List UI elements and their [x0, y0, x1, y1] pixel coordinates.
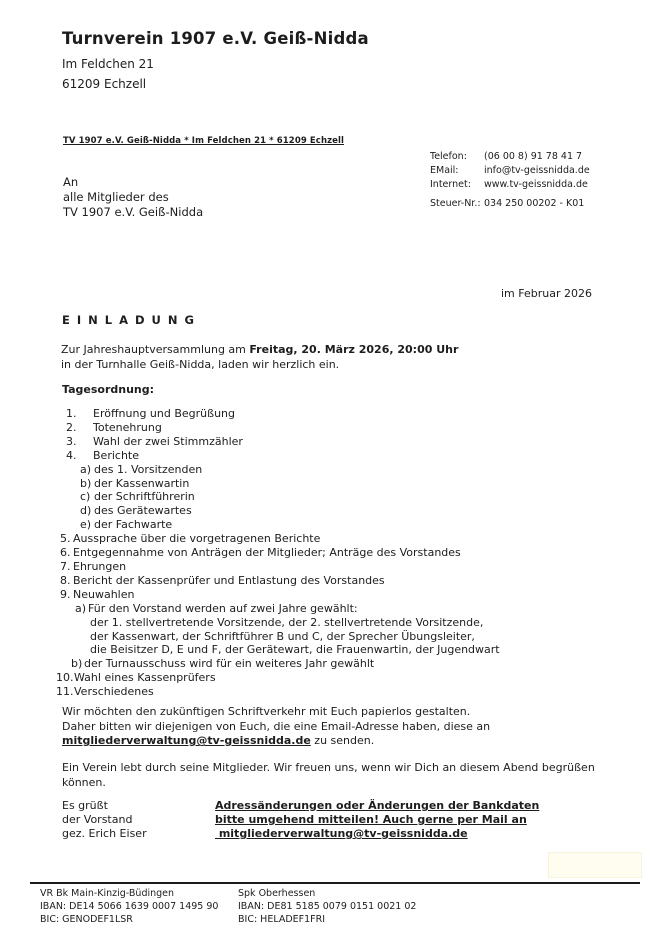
agenda-item [0, 546, 652, 560]
signature-block [62, 799, 147, 841]
signature-board: der Vorstand [62, 813, 133, 826]
internet-label: Internet: [430, 179, 471, 190]
contact-row-tax [430, 197, 590, 211]
agenda-item-text: Wahl eines Kassenprüfers [74, 671, 216, 685]
footer-divider [30, 882, 640, 884]
agenda-item [0, 560, 652, 574]
membership-email-link[interactable]: mitgliederverwaltung@tv-geissnidda.de [62, 734, 311, 748]
agenda-item-text: Aussprache über die vorgetragenen Berichte [73, 532, 321, 546]
club-name: Turnverein 1907 e.V. Geiß-Nidda [62, 29, 369, 48]
signature-name: gez. Erich Eiser [62, 827, 147, 840]
notice-line1: Adressänderungen oder Änderungen der Bankdaten [215, 799, 540, 812]
agenda-item-number: 10. [56, 671, 74, 685]
notice-email-link[interactable]: mitgliederverwaltung@tv-geissnidda.de [215, 827, 468, 840]
agenda-item-text: Entgegennahme von Anträgen der Mitglieder; Anträge des Vorstandes [73, 546, 461, 560]
agenda-item-number: 11. [56, 685, 74, 699]
agenda-item [0, 504, 652, 518]
agenda-item-text: des Gerätewartes [94, 504, 192, 518]
agenda-item-text: die Beisitzer D, E und F, der Gerätewart, die Frauenwartin, der Jugendwart [90, 643, 500, 657]
agenda-item-text: Ehrungen [73, 559, 127, 573]
club-city: 61209 Echzell [62, 76, 147, 91]
contact-row-phone [430, 150, 590, 164]
date-line: im Februar 2026 [501, 287, 592, 300]
contact-block [430, 150, 590, 211]
agenda-item-text: des 1. Vorsitzenden [94, 462, 203, 476]
agenda-item-number: 5. [60, 532, 71, 546]
email-label: EMail: [430, 165, 459, 176]
paperless-paragraph [62, 705, 490, 749]
agenda-item [0, 532, 652, 546]
agenda-item-number: b) [71, 657, 83, 671]
agenda-item-text: Neuwahlen [73, 587, 135, 601]
agenda-item-number: a) [75, 601, 87, 615]
recipient-block [63, 175, 203, 220]
highlight-mark [548, 852, 642, 878]
agenda-item-number: b) [80, 476, 92, 490]
agenda-item [0, 407, 652, 421]
agenda-item-number: c) [80, 490, 91, 504]
agenda-item-number: 7. [60, 559, 71, 573]
closing-line2: können. [62, 775, 106, 789]
agenda-item-text: Wahl der zwei Stimmzähler [93, 434, 243, 448]
agenda-item-text: der Kassenwart, der Schriftführer B und C, der Sprecher Übungsleiter, [90, 629, 475, 643]
paperless-line3-rest: zu senden. [310, 734, 375, 748]
agenda-item-text: der Kassenwartin [94, 476, 190, 490]
invitation-line2: in der Turnhalle Geiß-Nidda, laden wir herzlich ein. [61, 358, 340, 371]
agenda-item [0, 588, 652, 602]
agenda-item [0, 435, 652, 449]
agenda-list [0, 407, 652, 699]
agenda-item-number: 8. [60, 573, 71, 587]
phone-label: Telefon: [430, 151, 467, 162]
agenda-item [0, 602, 652, 616]
club-street: Im Feldchen 21 [62, 57, 154, 71]
agenda-item [0, 685, 652, 699]
agenda-item-text: Bericht der Kassenprüfer und Entlastung des Vorstandes [73, 573, 385, 587]
email-value[interactable]: info@tv-geissnidda.de [484, 165, 590, 176]
bank-name: VR Bk Main-Kinzig-Büdingen [40, 888, 175, 899]
paperless-line3 [62, 734, 490, 749]
agenda-item-number: 4. [66, 448, 77, 462]
internet-value[interactable]: www.tv-geissnidda.de [484, 179, 588, 190]
agenda-item-text: Berichte [93, 448, 139, 462]
agenda-item [0, 421, 652, 435]
paperless-line2: Daher bitten wir diejenigen von Euch, die eine Email-Adresse haben, diese an [62, 719, 491, 733]
agenda-item [0, 630, 652, 644]
phone-value: (06 00 8) 91 78 41 7 [484, 151, 583, 162]
agenda-item-text: Eröffnung und Begrüßung [93, 407, 236, 420]
agenda-item [0, 463, 652, 477]
agenda-item-text: der Fachwarte [94, 518, 173, 532]
club-address [62, 55, 154, 94]
bank-name: Spk Oberhessen [238, 888, 316, 899]
agenda-item-number: d) [80, 504, 92, 518]
invitation-date-bold: Freitag, 20. März 2026, 20:00 Uhr [249, 343, 459, 356]
closing-line1: Ein Verein lebt durch seine Mitglieder. Wir freuen uns, wenn wir Dich an diesem Abend begrüßen [62, 761, 595, 774]
invitation-line1-normal: Zur Jahreshauptversammlung am [61, 343, 250, 356]
agenda-item-number: 9. [60, 587, 71, 601]
invitation-paragraph [61, 342, 458, 372]
agenda-item [0, 616, 652, 630]
bank-iban: IBAN: DE14 5066 1639 0007 1495 90 [40, 901, 219, 912]
address-change-notice [215, 799, 539, 841]
paperless-line1: Wir möchten den zukünftigen Schriftverkehr mit Euch papierlos gestalten. [62, 705, 471, 718]
agenda-item [0, 643, 652, 657]
agenda-item-number: 6. [60, 546, 71, 560]
agenda-item [0, 574, 652, 588]
agenda-item-number: e) [80, 518, 92, 532]
recipient-line: TV 1907 e.V. Geiß-Nidda [63, 205, 204, 219]
agenda-item-number: 2. [66, 420, 77, 434]
invitation-line1 [61, 342, 458, 357]
agenda-item-number: 3. [66, 434, 77, 448]
contact-row-email [430, 164, 590, 178]
sender-return-line: TV 1907 e.V. Geiß-Nidda * Im Feldchen 21 * 61209 Echzell [63, 136, 345, 146]
tax-value: 034 250 00202 - K01 [484, 198, 585, 209]
agenda-item-text: Verschiedenes [74, 685, 154, 699]
signature-greeting: Es grüßt [62, 799, 108, 812]
bank-bic: BIC: HELADEF1FRI [238, 914, 326, 925]
agenda-item-text: Für den Vorstand werden auf zwei Jahre gewählt: [88, 601, 358, 615]
recipient-line: An [63, 175, 79, 189]
agenda-item-number: a) [80, 462, 92, 476]
agenda-item [0, 518, 652, 532]
agenda-title: Tagesordnung: [62, 383, 155, 396]
contact-row-internet [430, 178, 590, 192]
agenda-item-text: der Schriftführerin [94, 490, 195, 504]
notice-line2: bitte umgehend mitteilen! Auch gerne per Mail an [215, 813, 527, 826]
agenda-item [0, 671, 652, 685]
agenda-item-text: der 1. stellvertretende Vorsitzende, der 2. stellvertretende Vorsitzende, [90, 615, 484, 629]
agenda-item [0, 490, 652, 504]
closing-paragraph [62, 761, 595, 790]
bank-details-2 [238, 887, 416, 926]
recipient-line: alle Mitglieder des [63, 190, 169, 204]
agenda-item-number: 1. [66, 407, 77, 420]
agenda-item [0, 657, 652, 671]
agenda-item-text: Totenehrung [93, 420, 162, 434]
tax-label: Steuer-Nr.: [430, 198, 481, 209]
bank-details-1 [40, 887, 218, 926]
bank-iban: IBAN: DE81 5185 0079 0151 0021 02 [238, 901, 417, 912]
agenda-item [0, 477, 652, 491]
agenda-item-text: der Turnausschuss wird für ein weiteres Jahr gewählt [84, 657, 375, 671]
invitation-headline: E I N L A D U N G [62, 313, 196, 327]
bank-bic: BIC: GENODEF1LSR [40, 914, 133, 925]
agenda-item [0, 449, 652, 463]
